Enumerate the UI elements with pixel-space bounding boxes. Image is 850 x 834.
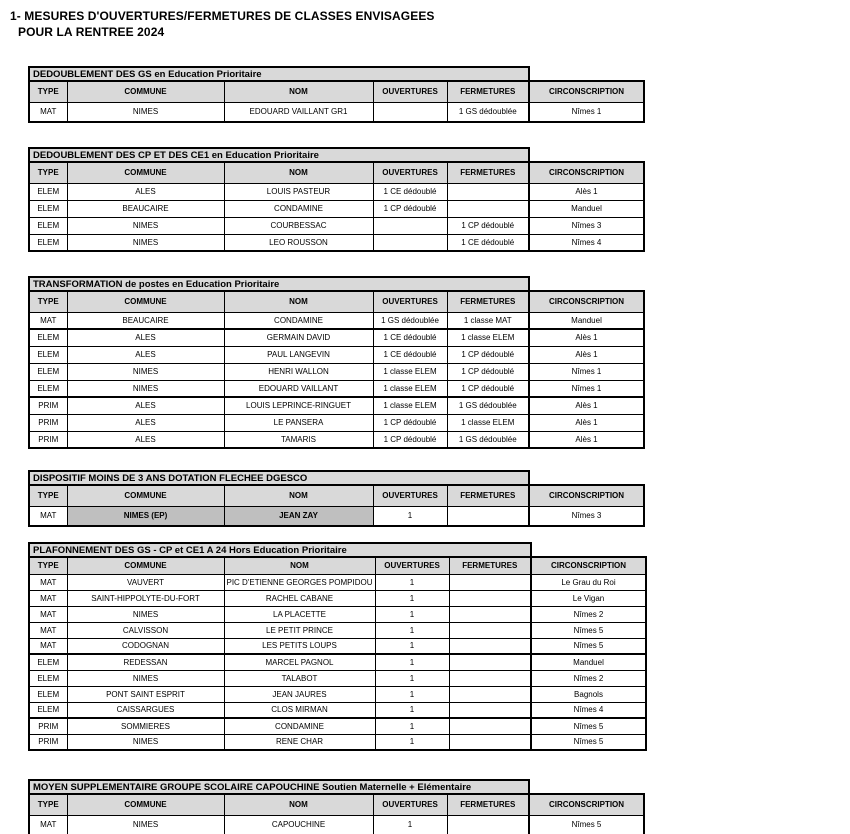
column-header-commune: COMMUNE bbox=[67, 162, 224, 183]
column-header-nom: NOM bbox=[224, 794, 373, 815]
cell-nom: LOUIS LEPRINCE-RINGUET bbox=[224, 397, 373, 414]
column-header-nom: NOM bbox=[224, 291, 373, 312]
cell-type: MAT bbox=[29, 506, 67, 526]
cell-fermetures: 1 GS dédoublée bbox=[447, 397, 529, 414]
cell-type: MAT bbox=[29, 312, 67, 329]
column-header-fermetures: FERMETURES bbox=[447, 81, 529, 102]
cell-ouvertures bbox=[373, 217, 447, 234]
table-title: TRANSFORMATION de postes en Education Prioritaire bbox=[29, 277, 529, 291]
cell-type: MAT bbox=[29, 606, 67, 622]
column-header-circonscription: CIRCONSCRIPTION bbox=[529, 794, 644, 815]
cell-ouvertures: 1 bbox=[373, 506, 447, 526]
cell-ouvertures: 1 bbox=[375, 734, 449, 750]
cell-circonscription: Alès 1 bbox=[529, 183, 644, 200]
table-row bbox=[29, 506, 644, 526]
cell-commune: ALES bbox=[67, 183, 224, 200]
cell-commune: NIMES bbox=[67, 815, 224, 834]
cell-circonscription: Alès 1 bbox=[529, 397, 644, 414]
table-row bbox=[29, 670, 646, 686]
cell-ouvertures: 1 CE dédoublé bbox=[373, 329, 447, 346]
cell-fermetures bbox=[449, 734, 531, 750]
cell-commune: VAUVERT bbox=[67, 574, 224, 590]
cell-fermetures bbox=[449, 718, 531, 734]
cell-fermetures: 1 classe MAT bbox=[447, 312, 529, 329]
page-title-line2: POUR LA RENTREE 2024 bbox=[18, 25, 165, 39]
cell-circonscription: Manduel bbox=[531, 654, 646, 670]
column-header-type: TYPE bbox=[29, 291, 67, 312]
cell-circonscription: Bagnols bbox=[531, 686, 646, 702]
cell-commune: NIMES bbox=[67, 606, 224, 622]
cell-circonscription: Nîmes 2 bbox=[531, 606, 646, 622]
measures-table bbox=[28, 470, 645, 527]
page-title-line1: 1- MESURES D'OUVERTURES/FERMETURES DE CLASSES ENVISAGEES bbox=[10, 9, 435, 23]
cell-nom: JEAN JAURES bbox=[224, 686, 375, 702]
cell-fermetures bbox=[447, 183, 529, 200]
cell-type: ELEM bbox=[29, 702, 67, 718]
table-row bbox=[29, 397, 644, 414]
cell-circonscription: Manduel bbox=[529, 312, 644, 329]
table-row bbox=[29, 686, 646, 702]
cell-fermetures bbox=[449, 654, 531, 670]
cell-commune: ALES bbox=[67, 431, 224, 448]
cell-commune: NIMES bbox=[67, 102, 224, 122]
cell-commune: NIMES bbox=[67, 363, 224, 380]
table-row bbox=[29, 200, 644, 217]
cell-ouvertures bbox=[373, 102, 447, 122]
cell-circonscription: Manduel bbox=[529, 200, 644, 217]
cell-nom: TAMARIS bbox=[224, 431, 373, 448]
cell-circonscription: Nîmes 2 bbox=[531, 670, 646, 686]
column-header-ouvertures: OUVERTURES bbox=[373, 794, 447, 815]
column-header-type: TYPE bbox=[29, 162, 67, 183]
cell-fermetures: 1 CP dédoublé bbox=[447, 363, 529, 380]
cell-commune: NIMES (EP) bbox=[67, 506, 224, 526]
column-header-commune: COMMUNE bbox=[67, 81, 224, 102]
column-header-fermetures: FERMETURES bbox=[447, 794, 529, 815]
cell-type: MAT bbox=[29, 102, 67, 122]
table-title-gap bbox=[529, 148, 644, 162]
cell-circonscription: Nîmes 5 bbox=[529, 815, 644, 834]
cell-commune: NIMES bbox=[67, 734, 224, 750]
cell-ouvertures: 1 bbox=[375, 638, 449, 654]
cell-commune: NIMES bbox=[67, 670, 224, 686]
cell-commune: SAINT-HIPPOLYTE-DU-FORT bbox=[67, 590, 224, 606]
cell-nom: EDOUARD VAILLANT bbox=[224, 380, 373, 397]
table-title: PLAFONNEMENT DES GS - CP et CE1 A 24 Hors Education Prioritaire bbox=[29, 543, 531, 557]
cell-nom: LE PETIT PRINCE bbox=[224, 622, 375, 638]
column-header-commune: COMMUNE bbox=[67, 557, 224, 574]
table-row bbox=[29, 638, 646, 654]
table-title: DEDOUBLEMENT DES GS en Education Prioritaire bbox=[29, 67, 529, 81]
cell-type: MAT bbox=[29, 638, 67, 654]
measures-table bbox=[28, 66, 645, 123]
table-row bbox=[29, 622, 646, 638]
cell-ouvertures: 1 bbox=[375, 574, 449, 590]
column-header-ouvertures: OUVERTURES bbox=[375, 557, 449, 574]
cell-fermetures: 1 GS dédoublée bbox=[447, 431, 529, 448]
column-header-fermetures: FERMETURES bbox=[447, 291, 529, 312]
cell-nom: RACHEL CABANE bbox=[224, 590, 375, 606]
cell-fermetures bbox=[449, 638, 531, 654]
table-row bbox=[29, 431, 644, 448]
cell-nom: LE PANSERA bbox=[224, 414, 373, 431]
cell-type: ELEM bbox=[29, 217, 67, 234]
cell-fermetures bbox=[449, 622, 531, 638]
cell-nom: JEAN ZAY bbox=[224, 506, 373, 526]
cell-commune: BEAUCAIRE bbox=[67, 312, 224, 329]
cell-type: MAT bbox=[29, 574, 67, 590]
cell-nom: RENE CHAR bbox=[224, 734, 375, 750]
cell-fermetures bbox=[449, 670, 531, 686]
cell-ouvertures: 1 bbox=[375, 654, 449, 670]
table-row bbox=[29, 329, 644, 346]
column-header-commune: COMMUNE bbox=[67, 794, 224, 815]
cell-circonscription: Nîmes 4 bbox=[531, 702, 646, 718]
cell-type: ELEM bbox=[29, 346, 67, 363]
cell-ouvertures: 1 bbox=[375, 718, 449, 734]
cell-type: PRIM bbox=[29, 431, 67, 448]
cell-circonscription: Alès 1 bbox=[529, 346, 644, 363]
cell-nom: HENRI WALLON bbox=[224, 363, 373, 380]
cell-fermetures: 1 GS dédoublée bbox=[447, 102, 529, 122]
cell-fermetures: 1 CP dédoublé bbox=[447, 380, 529, 397]
column-header-ouvertures: OUVERTURES bbox=[373, 162, 447, 183]
cell-commune: SOMMIERES bbox=[67, 718, 224, 734]
measures-table bbox=[28, 147, 645, 252]
column-header-type: TYPE bbox=[29, 485, 67, 506]
table-title-gap bbox=[529, 67, 644, 81]
table-row bbox=[29, 234, 644, 251]
cell-circonscription: Nîmes 5 bbox=[531, 638, 646, 654]
table-row bbox=[29, 718, 646, 734]
cell-type: ELEM bbox=[29, 380, 67, 397]
cell-nom: EDOUARD VAILLANT GR1 bbox=[224, 102, 373, 122]
column-header-nom: NOM bbox=[224, 485, 373, 506]
cell-ouvertures: 1 classe ELEM bbox=[373, 380, 447, 397]
cell-ouvertures: 1 bbox=[375, 606, 449, 622]
column-header-nom: NOM bbox=[224, 557, 375, 574]
measures-table bbox=[28, 779, 645, 834]
column-header-ouvertures: OUVERTURES bbox=[373, 291, 447, 312]
cell-circonscription: Nîmes 3 bbox=[529, 217, 644, 234]
cell-nom: CLOS MIRMAN bbox=[224, 702, 375, 718]
cell-circonscription: Nîmes 5 bbox=[531, 622, 646, 638]
cell-ouvertures: 1 bbox=[375, 686, 449, 702]
cell-commune: NIMES bbox=[67, 234, 224, 251]
cell-fermetures bbox=[447, 200, 529, 217]
cell-nom: CONDAMINE bbox=[224, 200, 373, 217]
cell-type: ELEM bbox=[29, 654, 67, 670]
cell-ouvertures: 1 bbox=[375, 622, 449, 638]
table-row bbox=[29, 312, 644, 329]
table-row bbox=[29, 363, 644, 380]
cell-ouvertures: 1 bbox=[373, 815, 447, 834]
cell-circonscription: Alès 1 bbox=[529, 414, 644, 431]
column-header-type: TYPE bbox=[29, 794, 67, 815]
table-title: DEDOUBLEMENT DES CP ET DES CE1 en Education Prioritaire bbox=[29, 148, 529, 162]
cell-ouvertures: 1 CP dédoublé bbox=[373, 431, 447, 448]
table-row bbox=[29, 702, 646, 718]
cell-ouvertures: 1 CP dédoublé bbox=[373, 200, 447, 217]
cell-type: ELEM bbox=[29, 200, 67, 217]
column-header-commune: COMMUNE bbox=[67, 485, 224, 506]
cell-commune: CAISSARGUES bbox=[67, 702, 224, 718]
table-row bbox=[29, 590, 646, 606]
cell-type: ELEM bbox=[29, 234, 67, 251]
table-title-gap bbox=[529, 471, 644, 485]
column-header-ouvertures: OUVERTURES bbox=[373, 485, 447, 506]
cell-fermetures bbox=[449, 702, 531, 718]
table-row bbox=[29, 815, 644, 834]
cell-type: PRIM bbox=[29, 718, 67, 734]
cell-commune: BEAUCAIRE bbox=[67, 200, 224, 217]
cell-ouvertures: 1 bbox=[375, 670, 449, 686]
cell-fermetures: 1 CP dédoublé bbox=[447, 217, 529, 234]
cell-nom: LEO ROUSSON bbox=[224, 234, 373, 251]
cell-fermetures bbox=[447, 815, 529, 834]
column-header-circonscription: CIRCONSCRIPTION bbox=[531, 557, 646, 574]
cell-fermetures bbox=[449, 606, 531, 622]
cell-nom: PIC D'ETIENNE GEORGES POMPIDOU bbox=[224, 574, 375, 590]
column-header-type: TYPE bbox=[29, 557, 67, 574]
cell-commune: CODOGNAN bbox=[67, 638, 224, 654]
cell-nom: LES PETITS LOUPS bbox=[224, 638, 375, 654]
cell-circonscription: Nîmes 3 bbox=[529, 506, 644, 526]
table-row bbox=[29, 102, 644, 122]
table-row bbox=[29, 217, 644, 234]
column-header-circonscription: CIRCONSCRIPTION bbox=[529, 485, 644, 506]
cell-type: MAT bbox=[29, 590, 67, 606]
cell-ouvertures: 1 CP dédoublé bbox=[373, 414, 447, 431]
measures-table bbox=[28, 542, 647, 751]
cell-type: MAT bbox=[29, 815, 67, 834]
cell-fermetures: 1 classe ELEM bbox=[447, 329, 529, 346]
table-row bbox=[29, 574, 646, 590]
cell-ouvertures: 1 bbox=[375, 702, 449, 718]
column-header-nom: NOM bbox=[224, 162, 373, 183]
column-header-fermetures: FERMETURES bbox=[447, 485, 529, 506]
column-header-commune: COMMUNE bbox=[67, 291, 224, 312]
cell-nom: TALABOT bbox=[224, 670, 375, 686]
table-row bbox=[29, 380, 644, 397]
cell-type: ELEM bbox=[29, 329, 67, 346]
column-header-fermetures: FERMETURES bbox=[449, 557, 531, 574]
table-row bbox=[29, 654, 646, 670]
cell-ouvertures: 1 CE dédoublé bbox=[373, 346, 447, 363]
cell-circonscription: Le Grau du Roi bbox=[531, 574, 646, 590]
cell-type: ELEM bbox=[29, 686, 67, 702]
cell-fermetures bbox=[447, 506, 529, 526]
cell-ouvertures: 1 bbox=[375, 590, 449, 606]
cell-circonscription: Nîmes 1 bbox=[529, 102, 644, 122]
cell-ouvertures: 1 CE dédoublé bbox=[373, 183, 447, 200]
cell-type: MAT bbox=[29, 622, 67, 638]
cell-type: PRIM bbox=[29, 734, 67, 750]
page-title bbox=[10, 8, 850, 40]
column-header-ouvertures: OUVERTURES bbox=[373, 81, 447, 102]
column-header-nom: NOM bbox=[224, 81, 373, 102]
table-title: MOYEN SUPPLEMENTAIRE GROUPE SCOLAIRE CAPOUCHINE Soutien Maternelle + Elémentaire bbox=[29, 780, 529, 794]
cell-ouvertures: 1 GS dédoublée bbox=[373, 312, 447, 329]
cell-circonscription: Nîmes 1 bbox=[529, 380, 644, 397]
cell-nom: MARCEL PAGNOL bbox=[224, 654, 375, 670]
cell-nom: LA PLACETTE bbox=[224, 606, 375, 622]
table-title-gap bbox=[529, 277, 644, 291]
cell-fermetures bbox=[449, 574, 531, 590]
cell-commune: NIMES bbox=[67, 380, 224, 397]
column-header-circonscription: CIRCONSCRIPTION bbox=[529, 291, 644, 312]
cell-circonscription: Nîmes 4 bbox=[529, 234, 644, 251]
column-header-circonscription: CIRCONSCRIPTION bbox=[529, 81, 644, 102]
cell-circonscription: Nîmes 1 bbox=[529, 363, 644, 380]
cell-commune: REDESSAN bbox=[67, 654, 224, 670]
cell-fermetures bbox=[449, 590, 531, 606]
cell-type: PRIM bbox=[29, 414, 67, 431]
cell-nom: CONDAMINE bbox=[224, 312, 373, 329]
table-row bbox=[29, 606, 646, 622]
cell-circonscription: Alès 1 bbox=[529, 431, 644, 448]
cell-nom: LOUIS PASTEUR bbox=[224, 183, 373, 200]
table-title: DISPOSITIF MOINS DE 3 ANS DOTATION FLECHEE DGESCO bbox=[29, 471, 529, 485]
cell-commune: ALES bbox=[67, 397, 224, 414]
cell-fermetures bbox=[449, 686, 531, 702]
cell-nom: COURBESSAC bbox=[224, 217, 373, 234]
cell-commune: ALES bbox=[67, 346, 224, 363]
cell-type: ELEM bbox=[29, 183, 67, 200]
table-row bbox=[29, 734, 646, 750]
table-row bbox=[29, 183, 644, 200]
column-header-fermetures: FERMETURES bbox=[447, 162, 529, 183]
cell-circonscription: Nîmes 5 bbox=[531, 718, 646, 734]
cell-commune: NIMES bbox=[67, 217, 224, 234]
cell-fermetures: 1 classe ELEM bbox=[447, 414, 529, 431]
cell-commune: PONT SAINT ESPRIT bbox=[67, 686, 224, 702]
table-row bbox=[29, 346, 644, 363]
table-row bbox=[29, 414, 644, 431]
cell-ouvertures bbox=[373, 234, 447, 251]
cell-ouvertures: 1 classe ELEM bbox=[373, 363, 447, 380]
tables-container bbox=[28, 66, 850, 834]
cell-fermetures: 1 CP dédoublé bbox=[447, 346, 529, 363]
cell-nom: CONDAMINE bbox=[224, 718, 375, 734]
cell-commune: CALVISSON bbox=[67, 622, 224, 638]
table-title-gap bbox=[531, 543, 646, 557]
measures-table bbox=[28, 276, 645, 449]
cell-fermetures: 1 CE dédoublé bbox=[447, 234, 529, 251]
cell-type: ELEM bbox=[29, 670, 67, 686]
cell-nom: GERMAIN DAVID bbox=[224, 329, 373, 346]
cell-commune: ALES bbox=[67, 329, 224, 346]
cell-circonscription: Nîmes 5 bbox=[531, 734, 646, 750]
cell-nom: PAUL LANGEVIN bbox=[224, 346, 373, 363]
cell-commune: ALES bbox=[67, 414, 224, 431]
column-header-type: TYPE bbox=[29, 81, 67, 102]
column-header-circonscription: CIRCONSCRIPTION bbox=[529, 162, 644, 183]
cell-ouvertures: 1 classe ELEM bbox=[373, 397, 447, 414]
cell-circonscription: Le Vigan bbox=[531, 590, 646, 606]
table-title-gap bbox=[529, 780, 644, 794]
cell-type: PRIM bbox=[29, 397, 67, 414]
cell-circonscription: Alès 1 bbox=[529, 329, 644, 346]
cell-nom: CAPOUCHINE bbox=[224, 815, 373, 834]
cell-type: ELEM bbox=[29, 363, 67, 380]
